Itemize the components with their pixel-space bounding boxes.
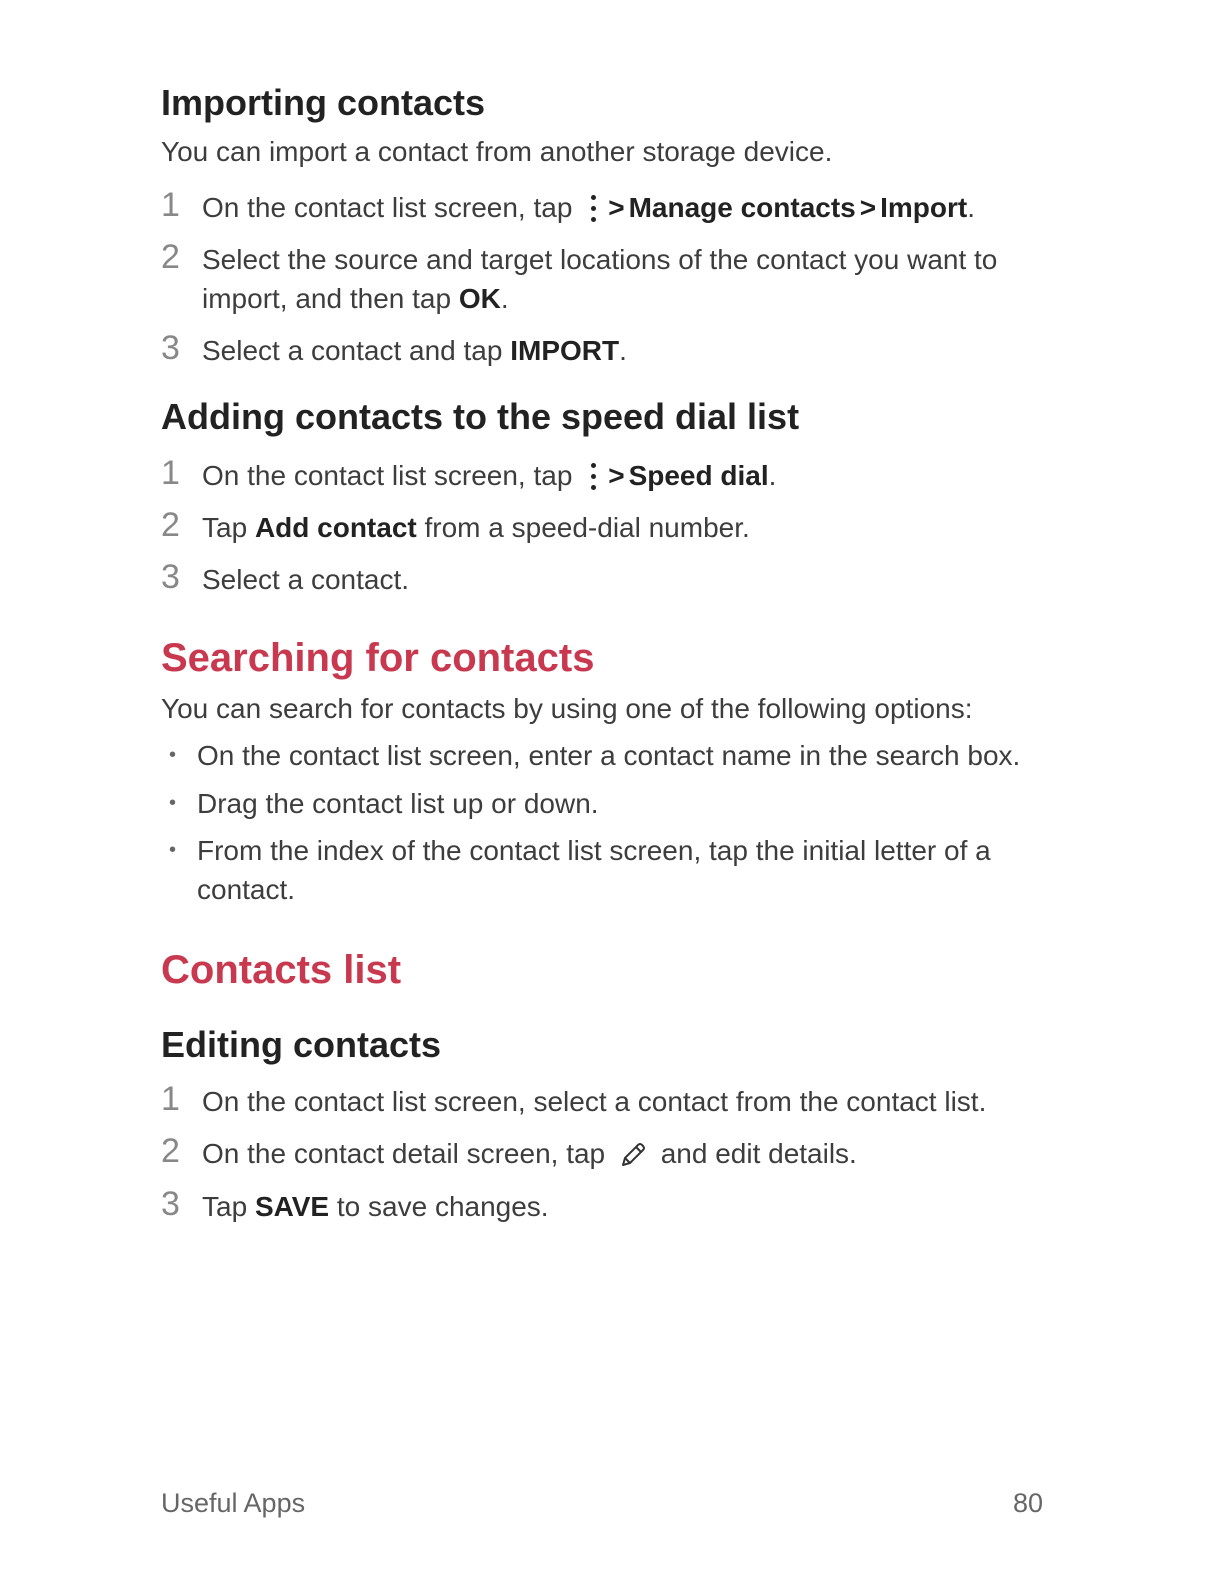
step-number: 3 bbox=[161, 329, 180, 367]
step-text: Select the source and target locations of the contact you want to bbox=[202, 244, 998, 275]
step-text-end: from a speed-dial number. bbox=[424, 512, 750, 543]
heading-importing-contacts: Importing contacts bbox=[161, 82, 486, 123]
step-number: 2 bbox=[161, 1132, 180, 1170]
footer-section-name: Useful Apps bbox=[161, 1488, 306, 1518]
step-number: 1 bbox=[161, 186, 180, 224]
step-number: 3 bbox=[161, 1185, 180, 1223]
step-text: Tap bbox=[202, 1191, 248, 1222]
more-options-icon bbox=[586, 461, 600, 493]
separator: > bbox=[608, 192, 625, 223]
searching-intro: You can search for contacts by using one of the following options: bbox=[161, 693, 973, 724]
step-number: 3 bbox=[161, 558, 180, 596]
bullet-dot: • bbox=[169, 839, 177, 861]
step-text-end: to save changes. bbox=[336, 1191, 549, 1222]
step-text: Select a contact and tap bbox=[202, 335, 503, 366]
step-number: 2 bbox=[161, 238, 180, 276]
step-text-end: . bbox=[500, 283, 509, 314]
step-text: On the contact list screen, tap bbox=[202, 192, 573, 223]
step-text-cont: import, and then tap bbox=[202, 283, 452, 314]
bullet-dot: • bbox=[169, 744, 177, 766]
step-text: On the contact list screen, select a contact from the contact list. bbox=[202, 1086, 987, 1117]
speed-dial-label: Speed dial bbox=[628, 460, 769, 491]
separator: > bbox=[608, 460, 625, 491]
step-text-end: . bbox=[967, 192, 975, 223]
manage-contacts-label: Manage contacts bbox=[628, 192, 856, 223]
import-label: Import bbox=[880, 192, 968, 223]
heading-editing-contacts: Editing contacts bbox=[161, 1024, 442, 1065]
step-text: Tap bbox=[202, 512, 248, 543]
step-number: 1 bbox=[161, 454, 180, 492]
step-text-end: and edit details. bbox=[660, 1138, 857, 1169]
step-text: Select a contact. bbox=[202, 564, 410, 595]
step-text: On the contact list screen, tap bbox=[202, 460, 573, 491]
more-options-icon bbox=[586, 193, 600, 225]
heading-speed-dial: Adding contacts to the speed dial list bbox=[161, 396, 800, 437]
import-button-label: IMPORT bbox=[510, 335, 620, 366]
importing-intro: You can import a contact from another storage device. bbox=[161, 136, 833, 167]
ok-label: OK bbox=[458, 283, 501, 314]
bullet-text: From the index of the contact list screen, tap the initial letter of a bbox=[197, 835, 991, 866]
pencil-edit-icon bbox=[617, 1139, 649, 1171]
heading-contacts-list: Contacts list bbox=[161, 948, 402, 992]
bullet-text: On the contact list screen, enter a contact name in the search box. bbox=[197, 740, 1021, 771]
add-contact-label: Add contact bbox=[254, 512, 417, 543]
step-text-end: . bbox=[768, 460, 777, 491]
step-text-end: . bbox=[619, 335, 627, 366]
bullet-text-cont: contact. bbox=[197, 874, 296, 905]
save-label: SAVE bbox=[254, 1191, 330, 1222]
footer-page-number: 80 bbox=[1013, 1488, 1044, 1518]
bullet-dot: • bbox=[169, 792, 177, 814]
step-number: 2 bbox=[161, 506, 180, 544]
step-number: 1 bbox=[161, 1080, 180, 1118]
separator: > bbox=[859, 192, 877, 223]
bullet-text: Drag the contact list up or down. bbox=[197, 788, 599, 819]
step-text: On the contact detail screen, tap bbox=[202, 1138, 606, 1169]
heading-searching-for-contacts: Searching for contacts bbox=[161, 636, 595, 680]
